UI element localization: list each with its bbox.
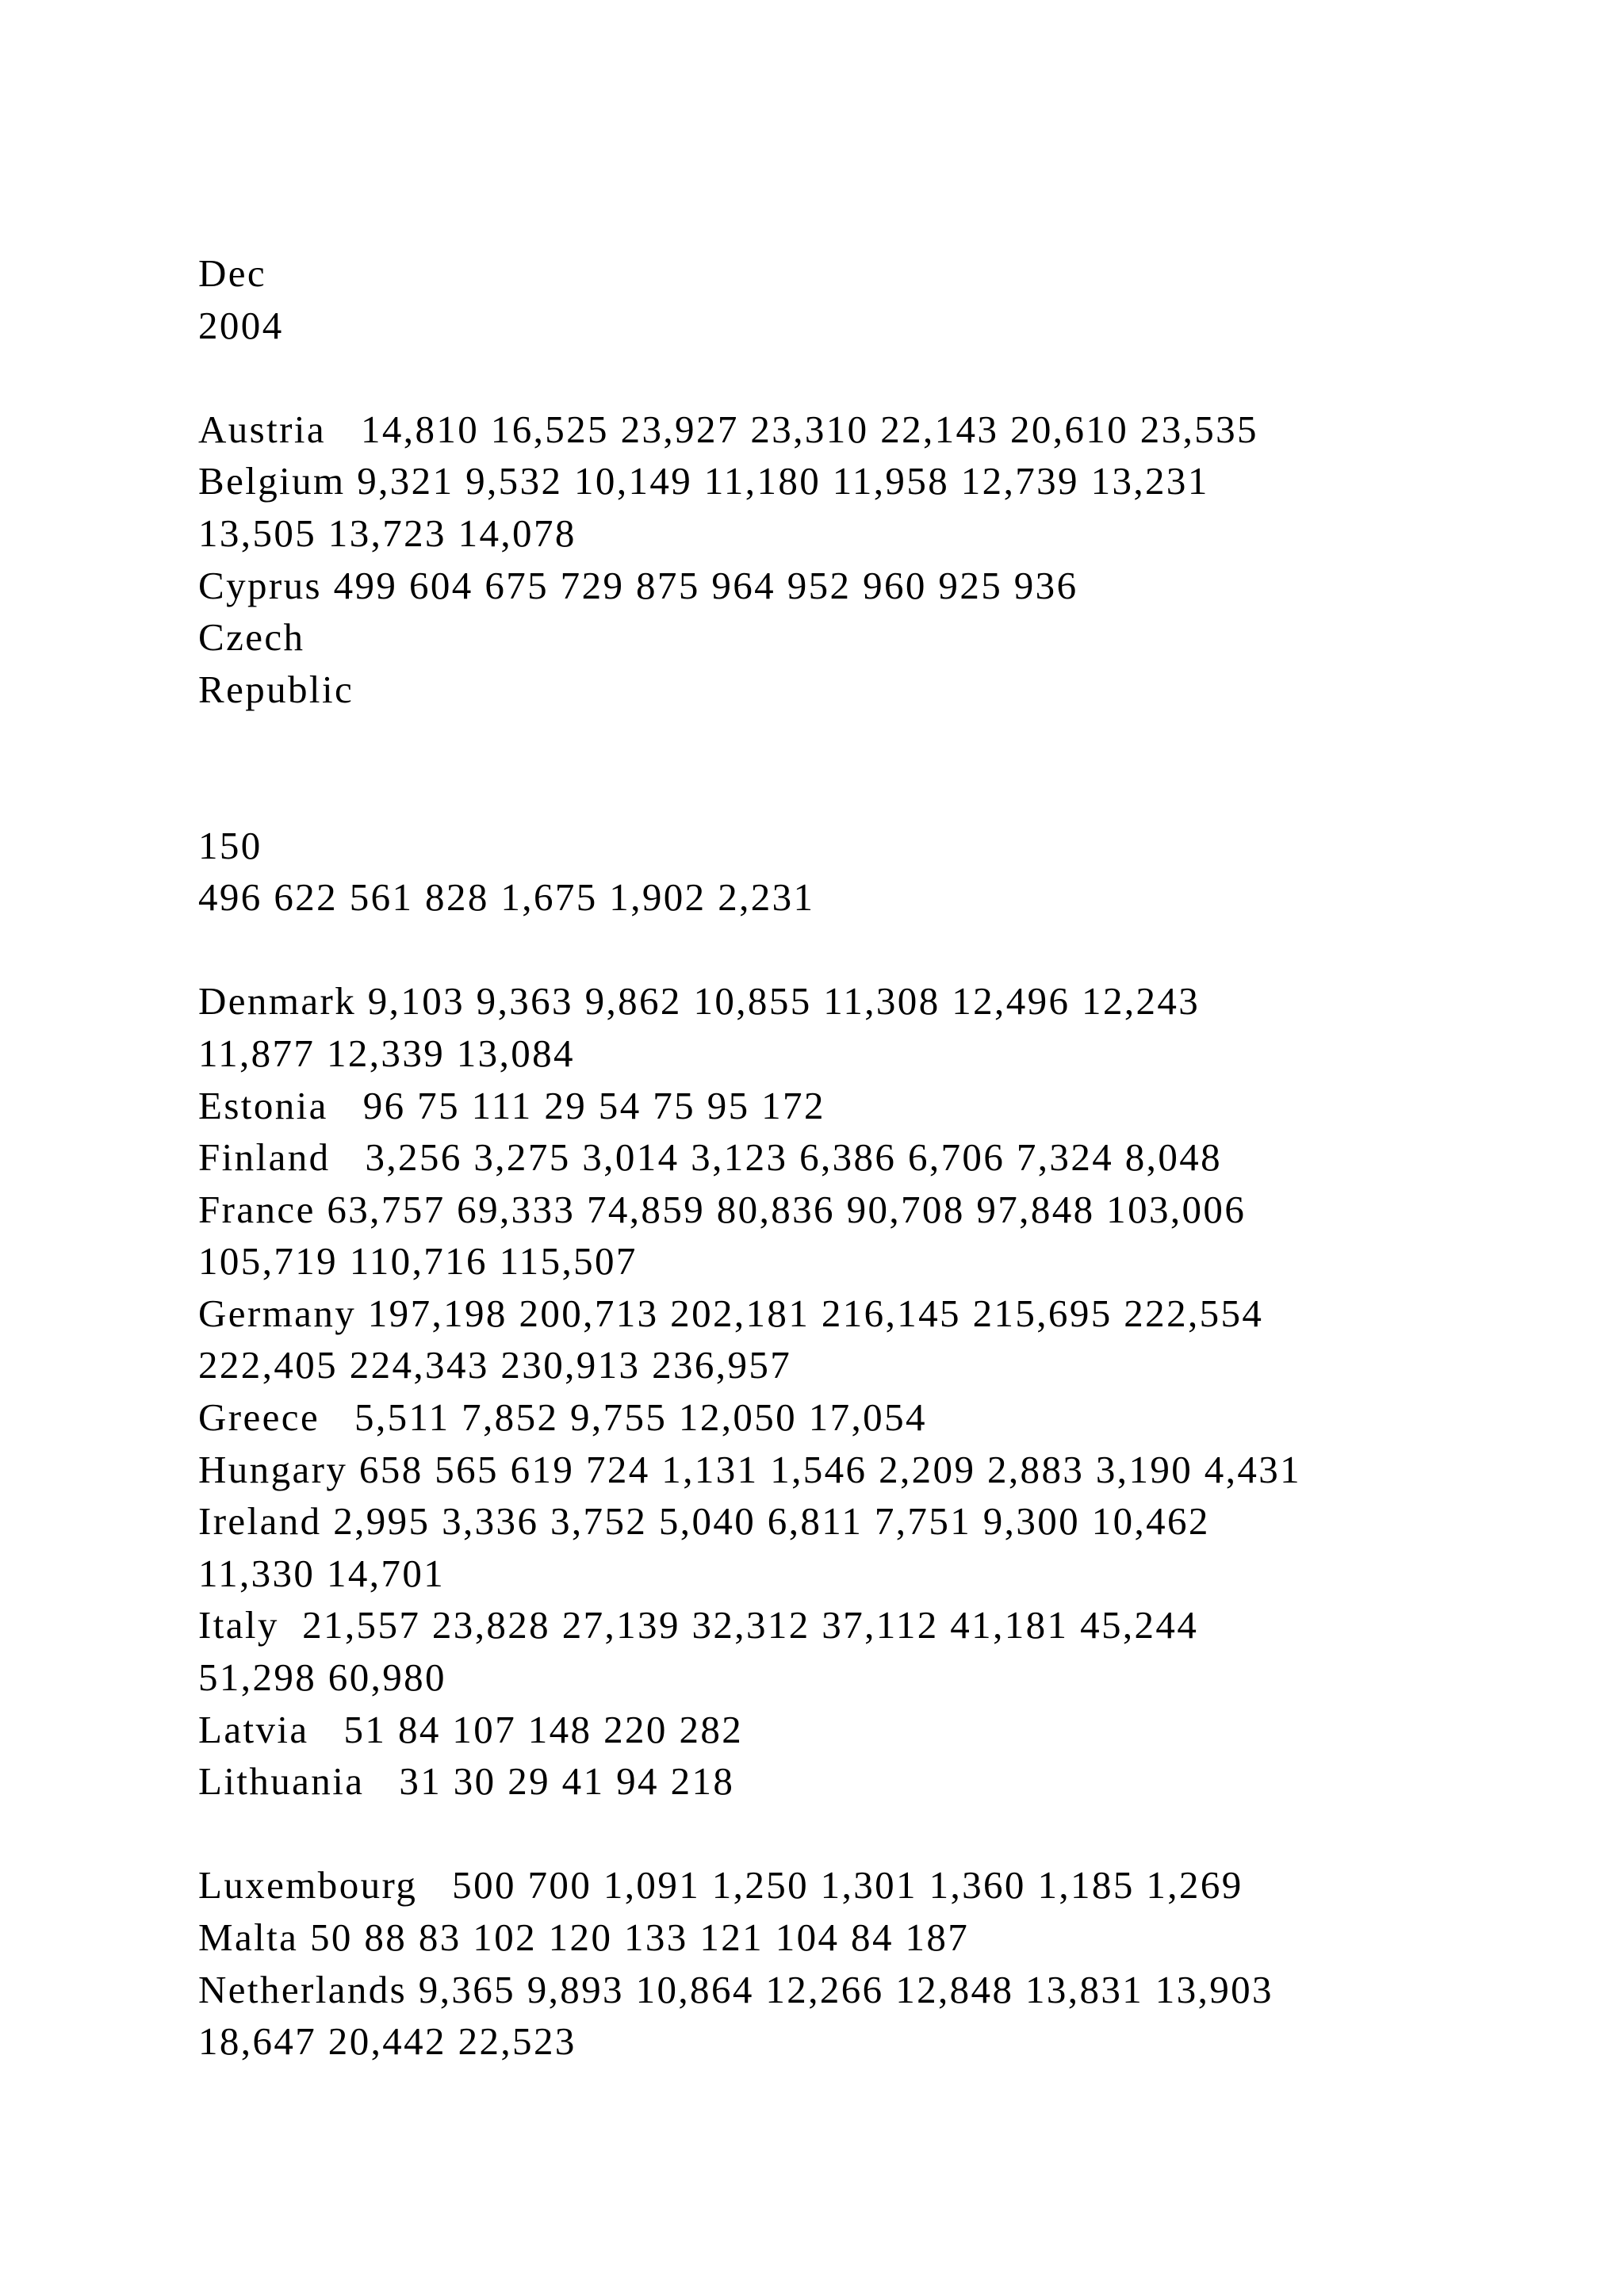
text-line: Luxembourg 500 700 1,091 1,250 1,301 1,360 1,185 1,269 — [198, 1863, 1243, 1908]
text-line: Germany 197,198 200,713 202,181 216,145 215,695 222,554 — [198, 1291, 1264, 1335]
text-line: Estonia 96 75 111 29 54 75 95 172 — [198, 1083, 825, 1127]
text-line: 496 622 561 828 1,675 1,902 2,231 — [198, 875, 815, 920]
text-line: Hungary 658 565 619 724 1,131 1,546 2,209 2,883 3,190 4,431 — [198, 1447, 1302, 1491]
text-line: Finland 3,256 3,275 3,014 3,123 6,386 6,706 7,324 8,048 — [198, 1135, 1223, 1180]
text-line — [198, 351, 1546, 404]
text-line — [198, 1808, 1546, 1860]
text-line: 18,647 20,442 22,523 — [198, 2019, 576, 2064]
text-line: Cyprus 499 604 675 729 875 964 952 960 925 936 — [198, 563, 1078, 607]
text-line: Greece 5,511 7,852 9,755 12,050 17,054 — [198, 1395, 927, 1440]
text-line: 13,505 13,723 14,078 — [198, 511, 576, 555]
text-line: Netherlands 9,365 9,893 10,864 12,266 12,848 13,831 13,903 — [198, 1967, 1274, 2011]
text-line: Ireland 2,995 3,336 3,752 5,040 6,811 7,751 9,300 10,462 — [198, 1499, 1210, 1544]
text-line: 11,877 12,339 13,084 — [198, 1031, 575, 1075]
text-line: France 63,757 69,333 74,859 80,836 90,708 97,848 103,006 — [198, 1187, 1247, 1231]
text-line: Lithuania 31 30 29 41 94 218 — [198, 1759, 735, 1804]
text-line: Denmark 9,103 9,363 9,862 10,855 11,308 12,496 12,243 — [198, 979, 1201, 1024]
text-line: Austria 14,810 16,525 23,927 23,310 22,143 20,610 23,535 — [198, 407, 1258, 451]
text-line: Czech — [198, 615, 305, 660]
text-line: 51,298 60,980 — [198, 1655, 446, 1700]
text-line: 11,330 14,701 — [198, 1551, 446, 1595]
text-line: Malta 50 88 83 102 120 133 121 104 84 187 — [198, 1915, 970, 1959]
document-body — [198, 247, 1546, 2068]
text-line: Dec — [198, 251, 267, 295]
text-line: Republic — [198, 667, 354, 711]
text-line: Latvia 51 84 107 148 220 282 — [198, 1707, 744, 1751]
text-line: 150 — [198, 823, 262, 867]
text-line: Italy 21,557 23,828 27,139 32,312 37,112 41,181 45,244 — [198, 1603, 1199, 1647]
text-line — [198, 767, 1546, 820]
text-line: 222,405 224,343 230,913 236,957 — [198, 1343, 792, 1387]
text-line: 105,719 110,716 115,507 — [198, 1239, 638, 1284]
text-line: 2004 — [198, 303, 284, 347]
text-line — [198, 715, 1546, 767]
text-line: Belgium 9,321 9,532 10,149 11,180 11,958 12,739 13,231 — [198, 459, 1209, 503]
text-line — [198, 924, 1546, 976]
